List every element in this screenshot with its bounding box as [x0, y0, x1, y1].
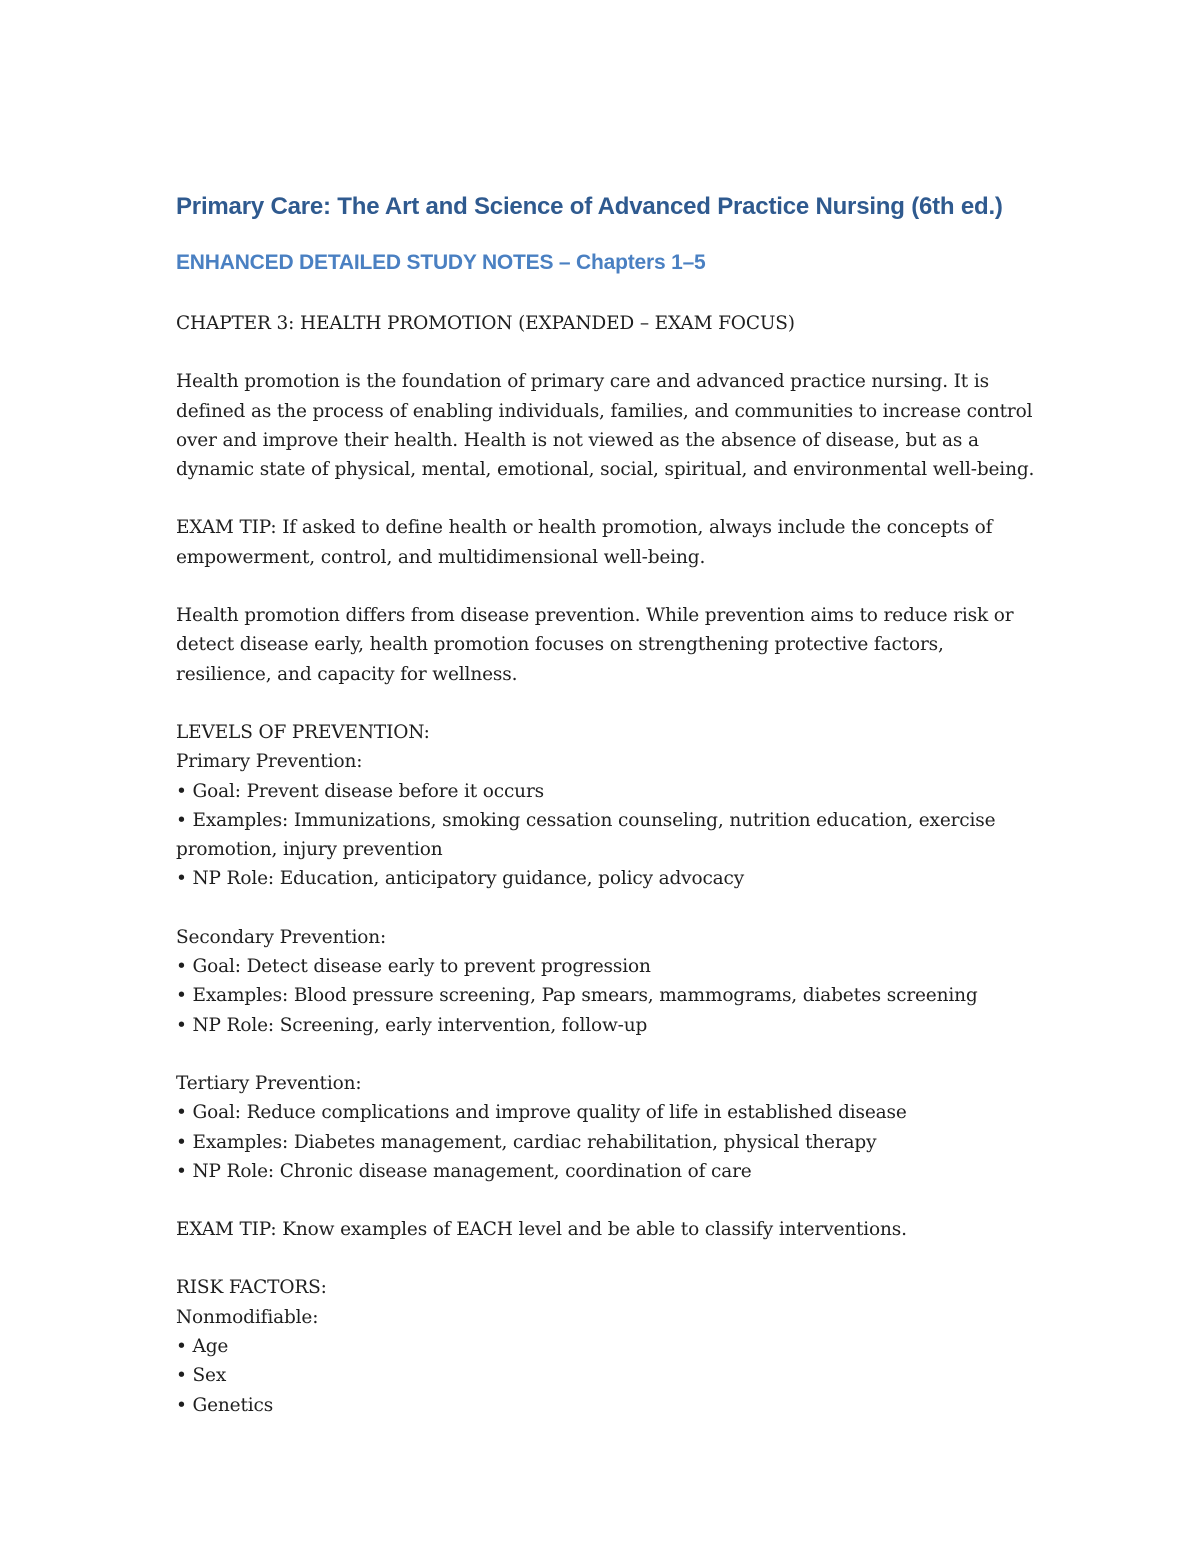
document-subtitle: ENHANCED DETAILED STUDY NOTES – Chapters 1–5	[176, 251, 706, 274]
risk-factors-heading: RISK FACTORS:	[176, 1277, 327, 1299]
list-item: • Age	[176, 1336, 229, 1358]
primary-prevention-section	[176, 718, 1056, 894]
tertiary-prevention-section	[176, 1069, 1056, 1186]
chapter-heading: CHAPTER 3: HEALTH PROMOTION (EXPANDED – EXAM FOCUS)	[176, 313, 795, 334]
list-item: • Sex	[176, 1365, 227, 1387]
list-item-continuation: promotion, injury prevention	[176, 839, 443, 861]
text-line: Health promotion is the foundation of primary care and advanced practice nursing. It is	[176, 371, 989, 393]
intro-paragraph	[176, 367, 1056, 484]
difference-paragraph	[176, 601, 1056, 689]
levels-heading: LEVELS OF PREVENTION:	[176, 721, 430, 743]
text-line: over and improve their health. Health is not viewed as the absence of disease, but as a	[176, 429, 979, 451]
document-content	[176, 192, 1056, 1449]
section-heading: Tertiary Prevention:	[176, 1072, 362, 1094]
text-line: defined as the process of enabling individuals, families, and communities to increase control	[176, 400, 1033, 422]
list-item: • Examples: Diabetes management, cardiac rehabilitation, physical therapy	[176, 1131, 877, 1153]
text-line: dynamic state of physical, mental, emotional, social, spiritual, and environmental well-being.	[176, 459, 1035, 481]
text-line: empowerment, control, and multidimensional well-being.	[176, 546, 706, 568]
text-line: EXAM TIP: If asked to define health or health promotion, always include the concepts of	[176, 517, 993, 539]
list-item: • Goal: Detect disease early to prevent progression	[176, 956, 651, 978]
text-line: Health promotion differs from disease prevention. While prevention aims to reduce risk or	[176, 605, 1014, 627]
exam-tip-paragraph	[176, 513, 1056, 572]
exam-tip-levels: EXAM TIP: Know examples of EACH level and be able to classify interventions.	[176, 1219, 907, 1241]
list-item: • Examples: Blood pressure screening, Pap smears, mammograms, diabetes screening	[176, 985, 978, 1007]
list-item: • Examples: Immunizations, smoking cessation counseling, nutrition education, exercise	[176, 809, 996, 831]
list-item: • Goal: Prevent disease before it occurs	[176, 780, 544, 802]
section-heading: Nonmodifiable:	[176, 1306, 319, 1328]
secondary-prevention-section	[176, 923, 1056, 1040]
list-item: • Goal: Reduce complications and improve quality of life in established disease	[176, 1102, 907, 1124]
section-heading: Primary Prevention:	[176, 751, 363, 773]
list-item: • NP Role: Chronic disease management, coordination of care	[176, 1160, 752, 1182]
section-heading: Secondary Prevention:	[176, 926, 387, 948]
risk-factors-section	[176, 1273, 1056, 1419]
document-title: Primary Care: The Art and Science of Advanced Practice Nursing (6th ed.)	[176, 193, 1003, 220]
text-line: resilience, and capacity for wellness.	[176, 663, 518, 685]
list-item: • NP Role: Screening, early intervention, follow-up	[176, 1014, 648, 1036]
list-item: • Genetics	[176, 1394, 274, 1416]
text-line: detect disease early, health promotion focuses on strengthening protective factors,	[176, 634, 944, 656]
list-item: • NP Role: Education, anticipatory guidance, policy advocacy	[176, 868, 745, 890]
